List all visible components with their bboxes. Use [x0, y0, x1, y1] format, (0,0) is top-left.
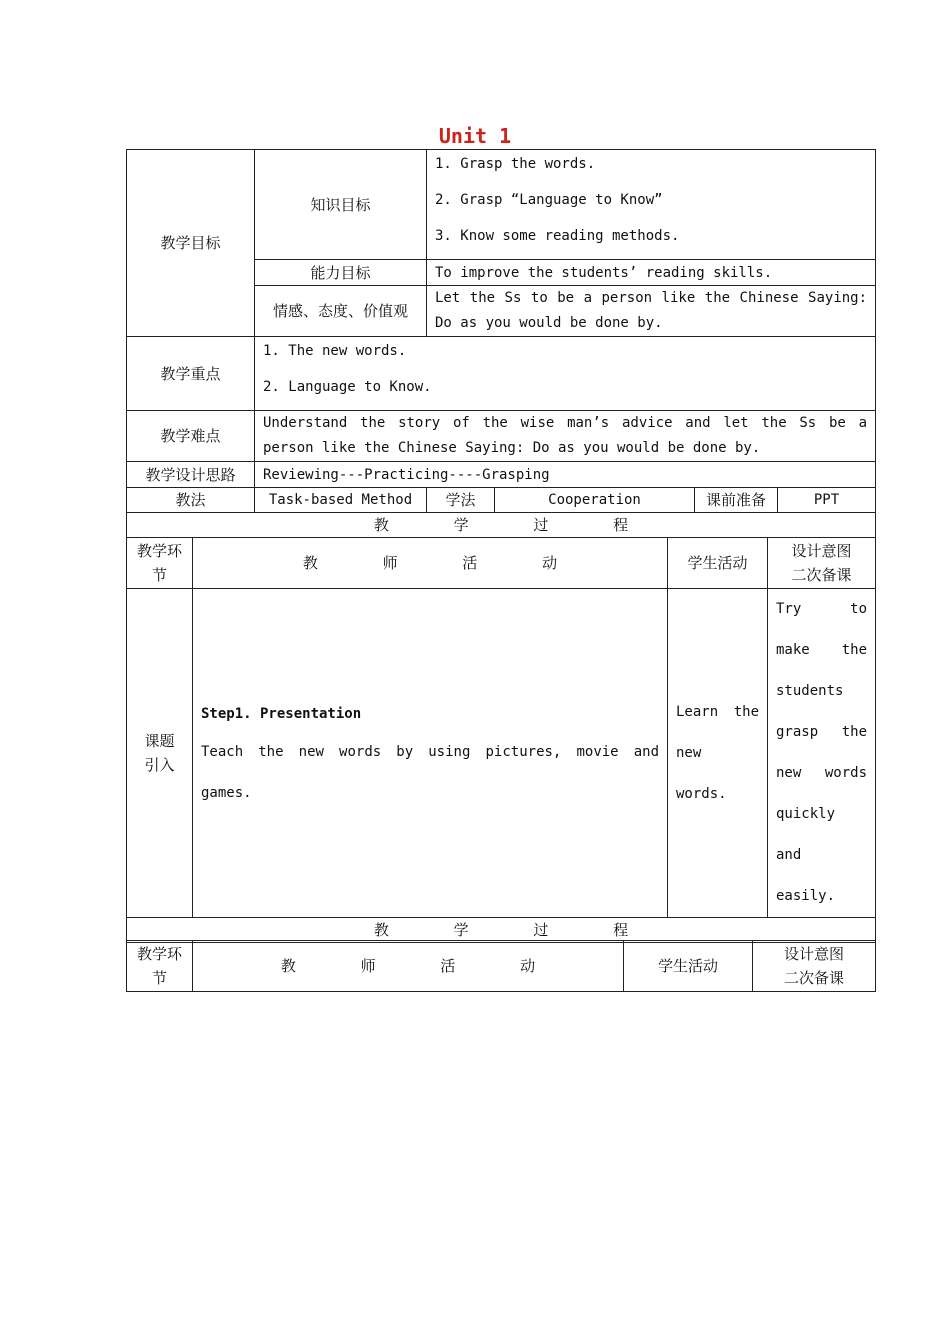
- process-table-2: [126, 940, 876, 992]
- list-item: 2. Grasp “Language to Know”: [435, 191, 663, 208]
- lesson-info-table: [126, 149, 876, 538]
- ability-label: 能力目标: [255, 260, 427, 286]
- design-label: 教学设计思路: [127, 462, 255, 488]
- step-text: Teach the new words by using pictures, movie and games.: [201, 744, 659, 801]
- step-title: Step1. Presentation: [201, 706, 362, 722]
- key-points-label: 教学重点: [127, 337, 255, 411]
- teacher-activity-cell: [193, 589, 668, 918]
- redo-header-line: 二次备课: [791, 566, 852, 584]
- stage-column-header: 教学环节: [127, 941, 193, 992]
- process-header: 教 学 过 程: [127, 513, 876, 538]
- objectives-label: 教学目标: [127, 150, 255, 337]
- teaching-method-label: 教法: [127, 488, 255, 513]
- stage-cell: 课题引入: [127, 589, 193, 918]
- stage-column-header: 教学环节: [127, 538, 193, 589]
- teacher-column-header: 教 师 活 动: [193, 538, 668, 589]
- emotion-label: 情感、态度、价值观: [255, 286, 427, 337]
- prep-label: 课前准备: [695, 488, 778, 513]
- student-column-header: 学生活动: [624, 941, 753, 992]
- student-activity-cell: Learn the new words.: [668, 589, 768, 918]
- difficulties-label: 教学难点: [127, 411, 255, 462]
- design-header-line: 设计意图: [783, 945, 844, 963]
- difficulties-text: Understand the story of the wise man’s advice and let the Ss be a person like the Chinese Saying: Do as you would be done by.: [255, 411, 876, 462]
- design-header-line: 设计意图: [791, 542, 852, 560]
- ability-goal: To improve the students’ reading skills.: [427, 260, 876, 286]
- learning-method: Cooperation: [495, 488, 695, 513]
- process-table: [126, 537, 876, 943]
- learning-method-label: 学法: [427, 488, 495, 513]
- design-intent-cell: Try to make the students grasp the new words quickly and easily.: [768, 589, 876, 918]
- emotion-goal: Let the Ss to be a person like the Chinese Saying: Do as you would be done by.: [427, 286, 876, 337]
- design-column-header: [768, 538, 876, 589]
- list-item: 2. Language to Know.: [263, 378, 432, 395]
- prep: PPT: [778, 488, 876, 513]
- process-header-repeat: 教 学 过 程: [127, 918, 876, 943]
- redo-header-line: 二次备课: [783, 969, 844, 987]
- teacher-column-header: 教 师 活 动: [193, 941, 624, 992]
- teaching-method: Task-based Method: [255, 488, 427, 513]
- list-item: 1. The new words.: [263, 342, 407, 359]
- student-column-header: 学生活动: [668, 538, 768, 589]
- design-text: Reviewing---Practicing----Grasping: [255, 462, 876, 488]
- design-column-header: [753, 941, 876, 992]
- list-item: 1. Grasp the words.: [435, 155, 596, 172]
- key-points: [255, 337, 876, 411]
- knowledge-label: 知识目标: [255, 150, 427, 260]
- list-item: 3. Know some reading methods.: [435, 227, 680, 244]
- document-title: Unit 1: [438, 124, 512, 148]
- knowledge-goals: [427, 150, 876, 260]
